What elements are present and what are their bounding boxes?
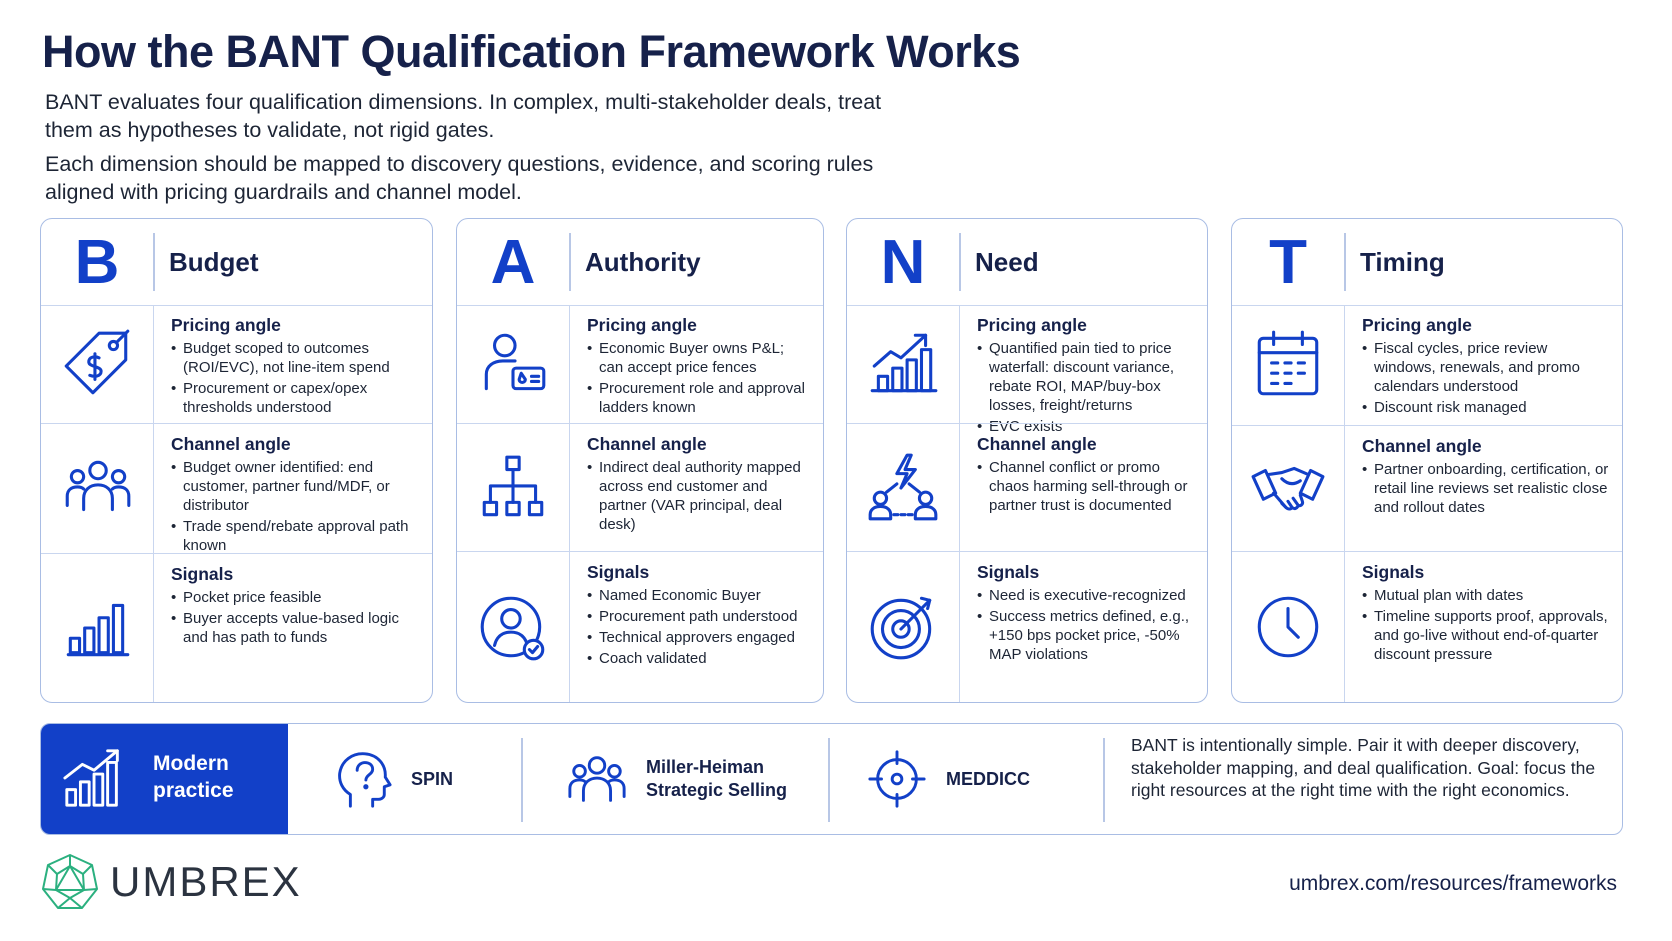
row-body [977,562,1195,666]
growth-chart-icon [864,325,942,403]
bullet-item: • Mutual plan with dates [1362,586,1610,605]
bullet-item: • EVC exists [977,417,1195,436]
divider [153,233,155,291]
card-letter: T [1269,227,1307,297]
bullet-item: • Budget owner identified: end customer, partner fund/MDF, or distributor [171,458,420,515]
bullet-item: • Need is executive-recognized [977,586,1195,605]
bullet-item: • Named Economic Buyer [587,586,811,605]
divider [828,738,830,822]
row-body [977,315,1195,438]
bullet-list [171,458,420,555]
growth-chart-icon [61,742,129,812]
card-title: Timing [1360,246,1445,277]
row-body [587,315,811,419]
modern-practice-block [41,724,288,834]
row-icon-cell [847,305,960,423]
card-row [457,305,823,423]
calendar-icon [1249,326,1327,404]
clock-icon [1249,588,1327,666]
bullet-item: • Fiscal cycles, price review windows, renewals, and promo calendars understood [1362,339,1610,396]
bullet-item: • Budget scoped to outcomes (ROI/EVC), not line-item spend [171,339,420,377]
target-icon [864,588,942,666]
card-row [1232,305,1622,425]
row-icon-cell [847,424,960,551]
card-row [1232,425,1622,551]
bullet-item: • Channel conflict or promo chaos harming sell-through or partner trust is documented [977,458,1195,515]
row-body [171,434,420,557]
row-title: Pricing angle [1362,315,1472,335]
card-letter: A [490,227,536,297]
bullet-item: • Procurement path understood [587,607,811,626]
card-row [41,305,432,423]
row-body [1362,562,1610,666]
row-title: Signals [1362,562,1425,582]
bullet-list [587,339,811,417]
bullet-list [1362,460,1610,517]
bullet-list [587,586,811,668]
row-body [1362,436,1610,519]
divider [569,233,571,291]
bullet-list [171,588,420,647]
row-title: Channel angle [587,434,707,454]
bullet-item: • Economic Buyer owns P&L; can accept price fences [587,339,811,377]
bullet-item: • Indirect deal authority mapped across end customer and partner (VAR principal, deal desk) [587,458,811,534]
modern-practice-bar [40,723,1623,835]
row-icon-cell [457,305,570,423]
row-icon-cell [1232,305,1345,425]
bottom-note: BANT is intentionally simple. Pair it with deeper discovery, stakeholder mapping, and deal qualification. Goal: focus the right resources at the right time with the right economics. [1131,735,1596,800]
row-title: Signals [977,562,1040,582]
card-title: Need [975,246,1039,277]
bullet-item: • Technical approvers engaged [587,628,811,647]
row-icon-cell [457,424,570,551]
card-header [1232,219,1622,306]
umbrex-logo [40,852,302,912]
framework-label-spin: SPIN [411,768,454,789]
row-body [587,434,811,536]
bullet-list [977,339,1195,436]
card-row [41,423,432,553]
bullet-list [171,339,420,417]
card-authority [456,218,824,703]
price-tag-icon [58,325,136,403]
framework-miller-heiman [566,724,796,834]
bullet-item: • Coach validated [587,649,811,668]
row-body [977,434,1195,517]
handshake-icon [1249,450,1327,528]
row-title: Signals [587,562,650,582]
bullet-item: • Quantified pain tied to price waterfall: discount variance, rebate ROI, MAP/buy-box losses, freight/returns [977,339,1195,415]
bullet-list [1362,339,1610,417]
row-icon-cell [847,552,960,702]
org-chart-icon [474,449,552,527]
row-body [1362,315,1610,419]
card-row [847,423,1207,551]
bullet-item: • Buyer accepts value-based logic and has path to funds [171,609,420,647]
framework-label-miller-heiman: Miller-Heiman Strategic Selling [646,757,788,800]
row-title: Pricing angle [587,315,697,335]
card-letter: N [880,227,926,297]
card-budget [40,218,433,703]
row-icon-cell [41,554,154,702]
row-title: Channel angle [171,434,291,454]
row-icon-cell [1232,426,1345,551]
modern-practice-label: Modern practice [153,752,234,802]
intro-paragraph-2: Each dimension should be mapped to discovery questions, evidence, and scoring rules aligned with pricing guardrails and channel model. [45,152,874,204]
footer-url[interactable]: umbrex.com/resources/frameworks [1289,872,1617,895]
row-title: Channel angle [1362,436,1482,456]
bullet-item: • Success metrics defined, e.g., +150 bps pocket price, -50% MAP violations [977,607,1195,664]
row-icon-cell [457,552,570,702]
bullet-item: • Procurement or capex/opex thresholds understood [171,379,420,417]
framework-label-meddicc: MEDDICC [946,768,1030,789]
divider [1103,738,1105,822]
card-header [847,219,1207,306]
framework-spin [331,724,453,834]
row-title: Signals [171,564,234,584]
page-title: How the BANT Qualification Framework Works [42,26,1021,77]
row-title: Pricing angle [977,315,1087,335]
framework-meddicc [866,724,1030,834]
card-timing [1231,218,1623,703]
bullet-item: • Trade spend/rebate approval path known [171,517,420,555]
bullet-list [587,458,811,534]
bar-chart-icon [58,589,136,667]
card-row [41,553,432,702]
card-title: Authority [585,246,701,277]
row-icon-cell [1232,552,1345,702]
card-title: Budget [169,246,259,277]
divider [521,738,523,822]
card-row [457,551,823,702]
crosshair-icon [866,748,928,810]
card-row [1232,551,1622,702]
row-body [171,564,420,649]
row-title: Pricing angle [171,315,281,335]
head-question-icon [331,748,393,810]
bullet-list [1362,586,1610,664]
bullet-item: • Timeline supports proof, approvals, and go-live without end-of-quarter discount pressure [1362,607,1610,664]
bullet-list [977,586,1195,664]
bullet-item: • Partner onboarding, certification, or retail line reviews set realistic close and rollout dates [1362,460,1610,517]
conflict-icon [864,449,942,527]
row-body [587,562,811,670]
brand-name: UMBREX [110,858,302,905]
group-icon [58,450,136,528]
user-badge-icon [474,325,552,403]
card-row [457,423,823,551]
bullet-item: • Procurement role and approval ladders known [587,379,811,417]
card-letter: B [74,227,120,297]
bullet-item: • Discount risk managed [1362,398,1610,417]
divider [1344,233,1346,291]
divider [959,233,961,291]
umbrex-logo-icon [40,852,100,912]
row-title: Channel angle [977,434,1097,454]
row-body [171,315,420,419]
row-icon-cell [41,305,154,423]
card-row [847,305,1207,435]
bullet-list [977,458,1195,515]
user-check-icon [474,588,552,666]
card-header [457,219,823,306]
group-icon [566,748,628,810]
row-icon-cell [41,424,154,553]
card-need [846,218,1208,703]
intro-paragraph-1: BANT evaluates four qualification dimensions. In complex, multi-stakeholder deals, treat them as hypotheses to validate, not rigid gates. [45,90,882,142]
card-row [847,551,1207,702]
bullet-item: • Pocket price feasible [171,588,420,607]
card-header [41,219,432,306]
